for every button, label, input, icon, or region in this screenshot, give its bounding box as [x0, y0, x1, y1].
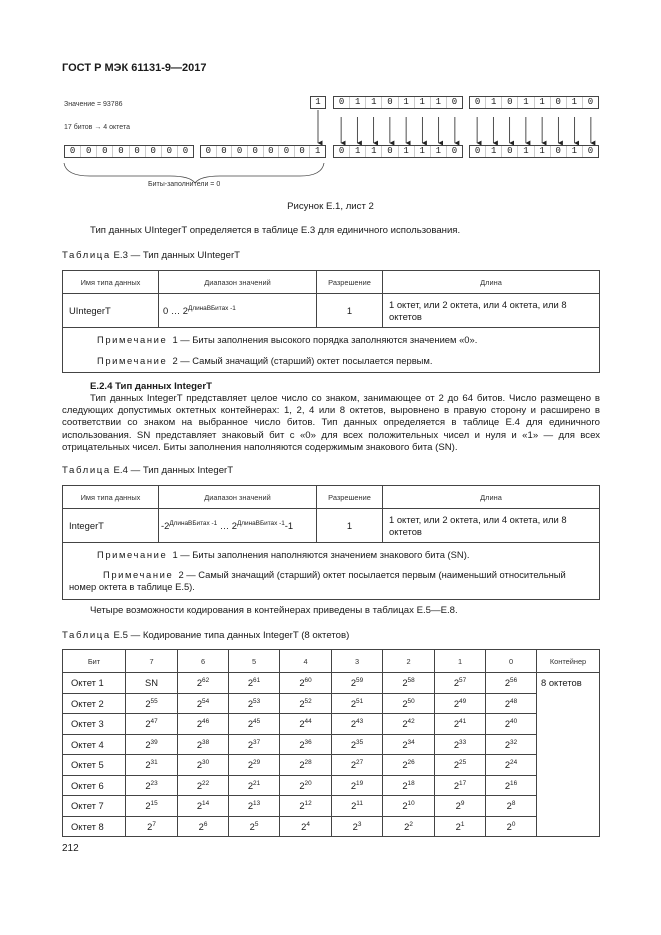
bit-cell: 1 [485, 97, 501, 108]
bit-weight-cell: $2^{30}$ [178, 755, 229, 776]
table-header: 7 [126, 650, 178, 673]
bit-cell: 0 [474, 97, 481, 107]
bit-cell: 0 [80, 146, 96, 157]
bit-weight-cell: $2^{31}$ [126, 755, 178, 776]
table-header: 1 [435, 650, 486, 673]
section-heading: Е.2.4 Тип данных IntegerT [90, 381, 212, 392]
bit-weight-cell: $2^{16}$ [486, 775, 537, 796]
table-header: Длина [383, 271, 600, 294]
bit-weight-cell: $2^{34}$ [383, 734, 435, 755]
bit-cell: 1 [309, 146, 325, 157]
bit-weight-cell: $2^{35}$ [332, 734, 383, 755]
bit-cell: 0 [205, 146, 212, 156]
bit-cell: 0 [381, 146, 397, 157]
bit-weight-cell: $2^{62}$ [178, 673, 229, 694]
bit-weight-cell: $2^6$ [178, 816, 229, 837]
bit-cell: 0 [112, 146, 128, 157]
table-header: Диапазон значений [159, 486, 317, 509]
bit-cell: 1 [398, 97, 414, 108]
note: Примечание 2 — Самый значащий (старший) октет посылается первым. [97, 355, 433, 366]
bit-weight-cell: $2^{61}$ [229, 673, 280, 694]
bit-cell: 0 [501, 97, 517, 108]
resolution: 1 [317, 294, 383, 328]
table-row [63, 796, 600, 817]
bit-cell: 1 [414, 97, 430, 108]
bit-cell: 0 [247, 146, 263, 157]
bottom-octet-1 [64, 145, 194, 158]
bit-weight-cell: $2^{42}$ [383, 714, 435, 735]
bit-cell: 0 [582, 97, 598, 108]
bit-weight-cell: $2^{40}$ [486, 714, 537, 735]
fill-bits-brace [64, 163, 324, 183]
bit-cell: 0 [582, 146, 598, 157]
bit-cell: 0 [216, 146, 232, 157]
octet-label: Октет 1 [63, 673, 126, 694]
table-header: Контейнер [537, 650, 600, 673]
table-header: Имя типа данных [63, 271, 159, 294]
table-header: 4 [280, 650, 332, 673]
bit-weight-cell: $2^{60}$ [280, 673, 332, 694]
bit-cell: 1 [485, 146, 501, 157]
bit-cell: 0 [474, 146, 481, 156]
table-e5 [62, 649, 600, 837]
bit-weight-cell: $2^{26}$ [383, 755, 435, 776]
bit-weight-cell: $2^{56}$ [486, 673, 537, 694]
bit-cell: 0 [381, 97, 397, 108]
bit-weight-cell: $2^{51}$ [332, 693, 383, 714]
value-range: $-2^{ДлинаВБитах -1}$ … $2^{ДлинаВБитах -1}-1$ [159, 509, 317, 543]
table-row [63, 693, 600, 714]
container-cell: 8 октетов [537, 673, 600, 837]
section-text: Тип данных IntegerT представляет целое число со знаком, занимающее от 2 до 64 битов. Число размещено в следующих допустимых октетных контейнерах: 1, 2, 4 или 8 октетов, выровнено в правую сторону и расширено в соответствии со знаком на выбранное число битов. Тип данных определяется в таблице Е.4 для единичного использования. SN представляет знаковый бит с «0» для всех положительных чисел и нуля и «1» — для всех отрицательных чисел. Биты заполнения наполняются содержимым знакового бита (SN). [62, 393, 600, 453]
bit-weight-cell: $2^{19}$ [332, 775, 383, 796]
note: Примечание 1 — Биты заполнения наполняются значением знакового бита (SN). [97, 549, 470, 560]
bit-cell: 1 [398, 146, 414, 157]
bit-weight-cell: $2^{13}$ [229, 796, 280, 817]
bit-weight-cell: $2^{22}$ [178, 775, 229, 796]
octet-label: Октет 8 [63, 816, 126, 837]
bit-weight-cell: $2^{58}$ [383, 673, 435, 694]
table-header: Бит [63, 650, 126, 673]
bit-cell: 0 [294, 146, 310, 157]
bit-weight-cell: $2^{38}$ [178, 734, 229, 755]
bit-cell: 0 [177, 146, 193, 157]
table-e3-title: Таблица Е.3 — Тип данных UIntegerT [62, 250, 241, 261]
figure-caption: Рисунок Е.1, лист 2 [287, 201, 374, 212]
bit-cell: 1 [349, 97, 365, 108]
bit-weight-cell: $2^{46}$ [178, 714, 229, 735]
octet-label: Октет 6 [63, 775, 126, 796]
table-row [63, 755, 600, 776]
bit-cell: 0 [231, 146, 247, 157]
table-e4-title: Таблица Е.4 — Тип данных IntegerT [62, 465, 234, 476]
bit-weight-cell: $2^{53}$ [229, 693, 280, 714]
bit-cell: 1 [349, 146, 365, 157]
table-header: Длина [383, 486, 600, 509]
top-bit: 1 [315, 97, 321, 107]
octet-label: Октет 4 [63, 734, 126, 755]
note: Примечание 2 — Самый значащий (старший) октет посылается первым (наименьший относительный номер октета в таблице Е.5). [69, 569, 566, 593]
bit-cell: 1 [414, 146, 430, 157]
document-header: ГОСТ Р МЭК 61131-9—2017 [62, 62, 207, 74]
bit-cell: 1 [430, 97, 446, 108]
bit-cell: 0 [129, 146, 145, 157]
bit-cell: 0 [550, 146, 566, 157]
bit-weight-cell: $2^{39}$ [126, 734, 178, 755]
bit-weight-cell: $2^{15}$ [126, 796, 178, 817]
length: 1 октет, или 2 октета, или 4 октета, или 8 октетов [383, 509, 600, 543]
tables-intro: Четыре возможности кодирования в контейнерах приведены в таблицах Е.5—Е.8. [90, 605, 458, 616]
bit-weight-cell: $2^4$ [280, 816, 332, 837]
bit-weight-cell: $2^{27}$ [332, 755, 383, 776]
resolution: 1 [317, 509, 383, 543]
bit-cell: 1 [430, 146, 446, 157]
bit-weight-cell: $2^{28}$ [280, 755, 332, 776]
bit-cell: 1 [365, 146, 381, 157]
bit-weight-cell: $2^{23}$ [126, 775, 178, 796]
bit-weight-cell: $2^5$ [229, 816, 280, 837]
bottom-octet-3 [333, 145, 463, 158]
bit-weight-cell: $2^{18}$ [383, 775, 435, 796]
bit-weight-cell: $2^{12}$ [280, 796, 332, 817]
bit-cell: 0 [69, 146, 76, 156]
bit-weight-cell: $2^{59}$ [332, 673, 383, 694]
table-header: Диапазон значений [159, 271, 317, 294]
table-row [63, 816, 600, 837]
bit-weight-cell: $2^{32}$ [486, 734, 537, 755]
bits-label: 17 битов → 4 октета [64, 124, 130, 131]
bit-weight-cell: $2^7$ [126, 816, 178, 837]
bit-cell: 0 [550, 97, 566, 108]
value-label: Значение = 93786 [64, 101, 123, 108]
table-e5-title: Таблица Е.5 — Кодирование типа данных IntegerT (8 октетов) [62, 630, 350, 641]
bit-weight-cell: $2^0$ [486, 816, 537, 837]
table-header: Разрешение [317, 486, 383, 509]
octet-label: Октет 3 [63, 714, 126, 735]
bit-weight-cell: $2^{52}$ [280, 693, 332, 714]
bit-cell: 1 [365, 97, 381, 108]
value-range: 0 … $2^{ДлинаВБитах -1}$ [159, 294, 317, 328]
table-header: 2 [383, 650, 435, 673]
bit-weight-cell: $2^{36}$ [280, 734, 332, 755]
bit-cell: 1 [517, 97, 533, 108]
bit-weight-cell: $2^{20}$ [280, 775, 332, 796]
bit-weight-cell: $2^{48}$ [486, 693, 537, 714]
bit-weight-cell: $2^{17}$ [435, 775, 486, 796]
octet-label: Октет 5 [63, 755, 126, 776]
bit-cell: 0 [338, 146, 345, 156]
bit-weight-cell: $2^3$ [332, 816, 383, 837]
bit-weight-cell: SN [126, 673, 178, 694]
bit-weight-cell: $2^{43}$ [332, 714, 383, 735]
note: Примечание 1 — Биты заполнения высокого порядка заполняются значением «0». [97, 334, 478, 345]
bit-weight-cell: $2^{44}$ [280, 714, 332, 735]
table-header: Имя типа данных [63, 486, 159, 509]
table-e3 [62, 270, 600, 373]
octet-label: Октет 7 [63, 796, 126, 817]
bit-weight-cell: $2^2$ [383, 816, 435, 837]
uint-intro: Тип данных UIntegerT определяется в таблице Е.3 для единичного использования. [90, 225, 461, 236]
table-header: 0 [486, 650, 537, 673]
bit-cell: 1 [517, 146, 533, 157]
table-e4 [62, 485, 600, 600]
bottom-octet-2 [200, 145, 326, 158]
table-header: 5 [229, 650, 280, 673]
octet-label: Октет 2 [63, 693, 126, 714]
bit-weight-cell: $2^9$ [435, 796, 486, 817]
table-header: 6 [178, 650, 229, 673]
table-row [63, 734, 600, 755]
table-row [63, 775, 600, 796]
bit-cell: 1 [566, 146, 582, 157]
bit-weight-cell: $2^{49}$ [435, 693, 486, 714]
page-number: 212 [62, 843, 79, 854]
bit-weight-cell: $2^{45}$ [229, 714, 280, 735]
bit-weight-cell: $2^1$ [435, 816, 486, 837]
table-header: Разрешение [317, 271, 383, 294]
bit-weight-cell: $2^{50}$ [383, 693, 435, 714]
bit-arrows-diagram [0, 0, 661, 200]
bit-cell: 1 [566, 97, 582, 108]
table-e4-notes [63, 543, 600, 600]
bit-cell: 0 [96, 146, 112, 157]
bit-cell: 1 [534, 146, 550, 157]
bit-cell: 0 [446, 146, 462, 157]
bit-cell: 0 [263, 146, 279, 157]
bit-weight-cell: $2^{14}$ [178, 796, 229, 817]
bit-weight-cell: $2^8$ [486, 796, 537, 817]
length: 1 октет, или 2 октета, или 4 октета, или 8 октетов [383, 294, 600, 328]
bit-cell: 0 [161, 146, 177, 157]
bit-weight-cell: $2^{55}$ [126, 693, 178, 714]
table-row [63, 714, 600, 735]
bit-weight-cell: $2^{54}$ [178, 693, 229, 714]
bit-weight-cell: $2^{11}$ [332, 796, 383, 817]
bit-weight-cell: $2^{25}$ [435, 755, 486, 776]
bit-weight-cell: $2^{57}$ [435, 673, 486, 694]
bit-weight-cell: $2^{29}$ [229, 755, 280, 776]
bit-cell: 1 [534, 97, 550, 108]
bit-weight-cell: $2^{10}$ [383, 796, 435, 817]
bit-weight-cell: $2^{21}$ [229, 775, 280, 796]
bit-weight-cell: $2^{33}$ [435, 734, 486, 755]
bit-cell: 0 [501, 146, 517, 157]
bottom-octet-4 [469, 145, 599, 158]
bit-weight-cell: $2^{47}$ [126, 714, 178, 735]
bit-cell: 0 [145, 146, 161, 157]
bit-cell: 0 [278, 146, 294, 157]
table-e3-notes [63, 328, 600, 373]
bit-weight-cell: $2^{37}$ [229, 734, 280, 755]
bit-cell: 0 [338, 97, 345, 107]
bit-weight-cell: $2^{24}$ [486, 755, 537, 776]
type-name: UIntegerT [63, 294, 159, 328]
bit-weight-cell: $2^{41}$ [435, 714, 486, 735]
fill-bits-label: Биты-заполнители = 0 [148, 181, 221, 188]
bit-cell: 0 [446, 97, 462, 108]
table-header: 3 [332, 650, 383, 673]
table-row [63, 673, 600, 694]
type-name: IntegerT [63, 509, 159, 543]
